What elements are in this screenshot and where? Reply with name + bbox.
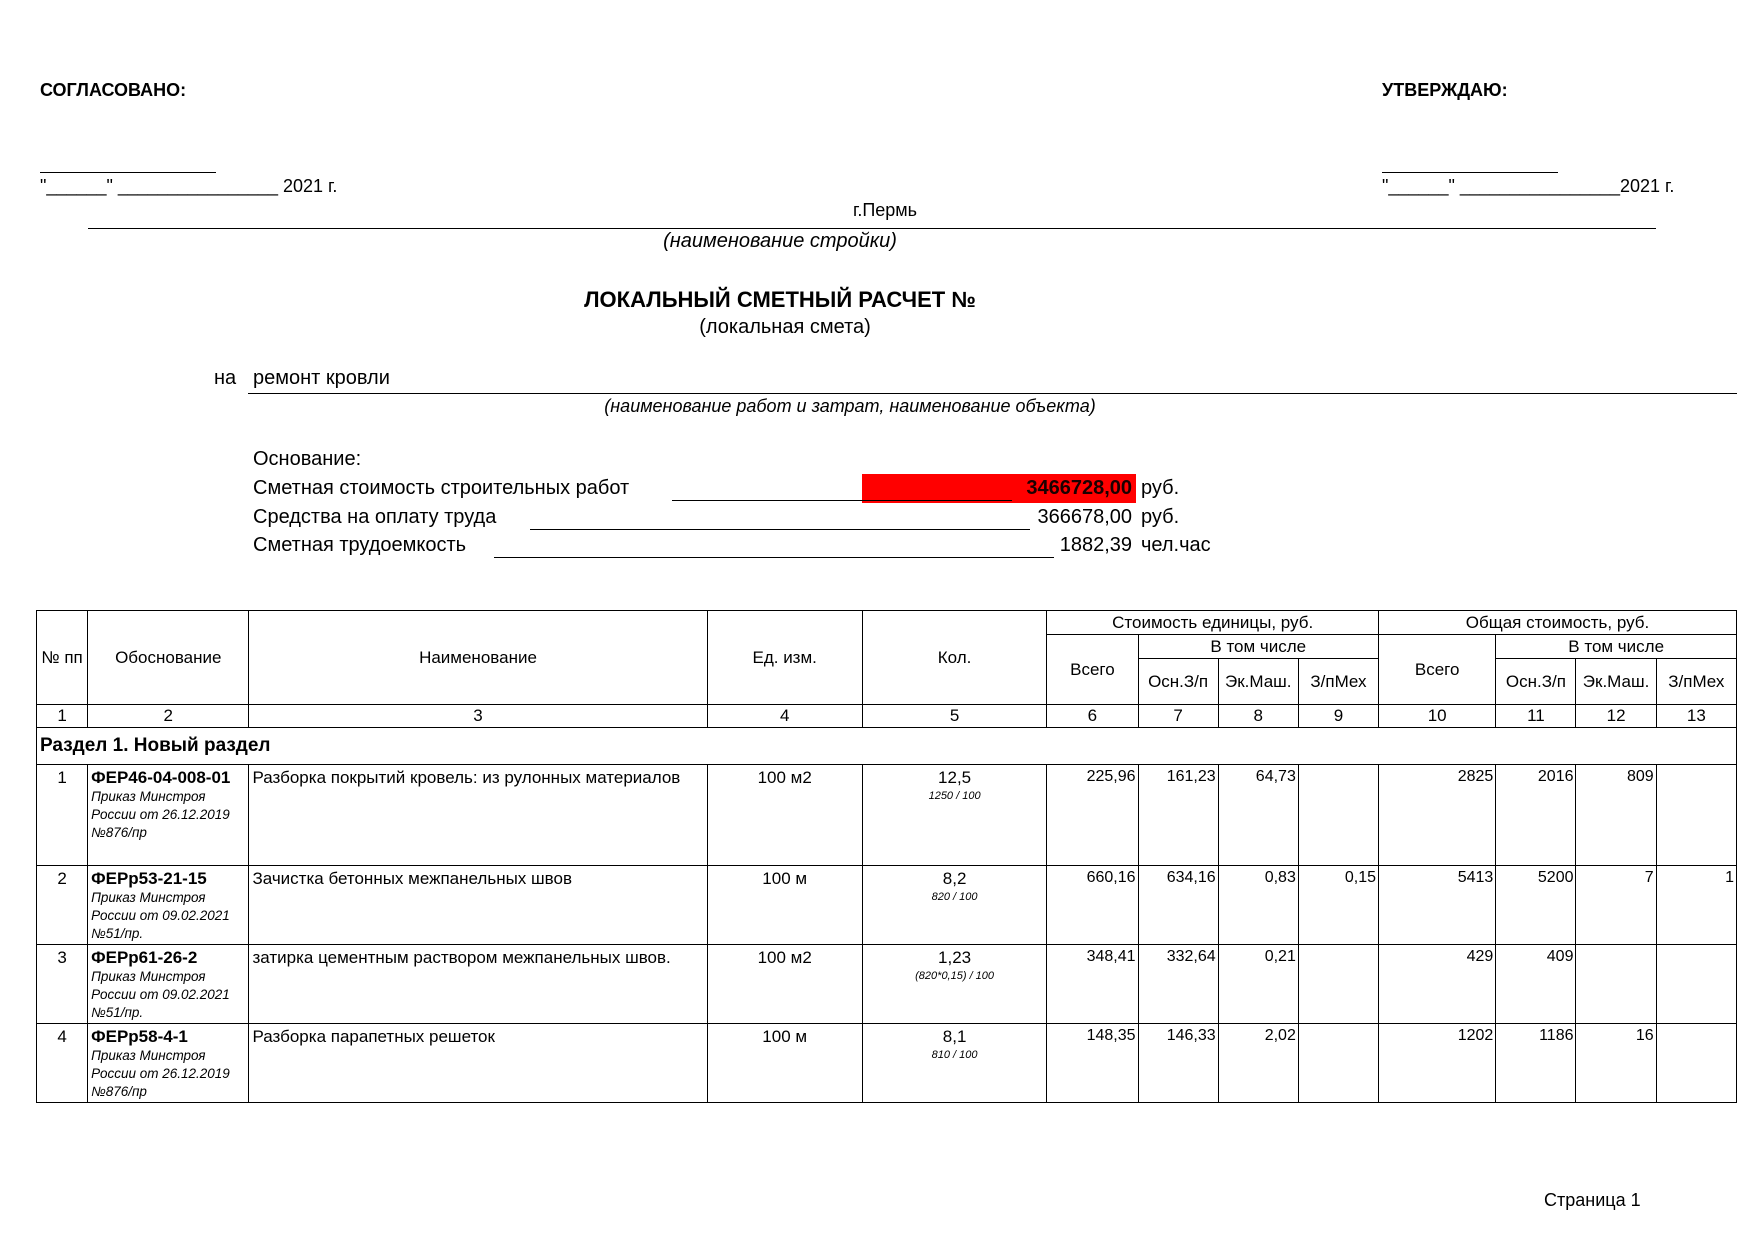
row-total-zpm <box>1656 765 1736 866</box>
hours-line <box>494 557 1054 558</box>
hours-label: Сметная трудоемкость <box>253 534 467 556</box>
col-number: 9 <box>1298 705 1378 728</box>
construction-line <box>88 228 1656 229</box>
cost-value: 3466728,00 <box>1026 477 1132 499</box>
col-number: 4 <box>707 705 862 728</box>
row-qty-cell <box>862 765 1046 866</box>
row-unit-zpm <box>1298 765 1378 866</box>
row-qty: 1,23 <box>938 948 972 967</box>
row-unit-zpm: 0,15 <box>1298 866 1378 945</box>
construction-caption: (наименование стройки) <box>663 230 897 252</box>
row-basis <box>88 945 249 1024</box>
row-unit-osn: 634,16 <box>1138 866 1218 945</box>
row-unit-total: 225,96 <box>1047 765 1138 866</box>
row-total-osn: 2016 <box>1496 765 1576 866</box>
header-unit: Ед. изм. <box>707 611 862 705</box>
row-code: ФЕРр61-26-2 <box>91 948 198 967</box>
row-num: 4 <box>37 1024 88 1103</box>
row-unit-osn: 161,23 <box>1138 765 1218 866</box>
header-total-mash: Эк.Маш. <box>1576 659 1656 705</box>
col-number: 5 <box>862 705 1046 728</box>
header-basis: Обоснование <box>88 611 249 705</box>
page-subtitle: (локальная смета) <box>699 316 871 338</box>
header-qty: Кол. <box>862 611 1046 705</box>
row-qty: 8,1 <box>942 1027 967 1046</box>
row-ref: Приказ Минстроя <box>91 969 206 984</box>
row-unit-zpm <box>1298 1024 1378 1103</box>
row-unit-mash: 64,73 <box>1218 765 1298 866</box>
row-unit-mash: 0,21 <box>1218 945 1298 1024</box>
header-total-cost: Общая стоимость, руб. <box>1379 611 1737 635</box>
row-total-mash: 16 <box>1576 1024 1656 1103</box>
row-total-osn: 1186 <box>1496 1024 1576 1103</box>
row-ref: России от 09.02.2021 <box>91 987 230 1002</box>
col-number: 7 <box>1138 705 1218 728</box>
row-qty: 12,5 <box>938 768 972 787</box>
row-unit-osn: 332,64 <box>1138 945 1218 1024</box>
labor-unit: руб. <box>1141 506 1180 528</box>
row-code: ФЕРр53-21-15 <box>91 869 207 888</box>
table-row <box>37 1024 1737 1103</box>
hours-unit: чел.час <box>1141 534 1211 556</box>
row-ref: №876/пр <box>91 825 147 840</box>
cost-label: Сметная стоимость строительных работ <box>253 477 630 499</box>
col-number: 8 <box>1218 705 1298 728</box>
row-unit: 100 м <box>707 866 862 945</box>
row-total-mash: 809 <box>1576 765 1656 866</box>
header-total-osn: Осн.З/п <box>1496 659 1576 705</box>
row-total: 1202 <box>1379 1024 1496 1103</box>
row-name: затирка цементным раствором межпанельных швов. <box>249 945 707 1024</box>
column-numbers-row <box>37 705 1737 728</box>
cost-line-2 <box>862 500 1012 501</box>
header-unit-zpm: З/пМех <box>1298 659 1378 705</box>
object-caption: (наименование работ и затрат, наименование объекта) <box>604 396 1096 416</box>
object-line <box>248 393 1737 394</box>
row-total-mash: 7 <box>1576 866 1656 945</box>
row-ref: России от 26.12.2019 <box>91 1066 230 1081</box>
row-total-zpm: 1 <box>1656 866 1736 945</box>
header-total-zpm: З/пМех <box>1656 659 1736 705</box>
col-number: 10 <box>1379 705 1496 728</box>
row-ref: №876/пр <box>91 1084 147 1099</box>
col-number: 2 <box>88 705 249 728</box>
row-name: Разборка парапетных решеток <box>249 1024 707 1103</box>
header-unit-total: Всего <box>1047 635 1138 705</box>
row-basis <box>88 1024 249 1103</box>
col-number: 6 <box>1047 705 1138 728</box>
table-header-row <box>37 611 1737 635</box>
row-qty-cell <box>862 866 1046 945</box>
row-ref: Приказ Минстроя <box>91 890 206 905</box>
object-name: ремонт кровли <box>253 367 390 389</box>
approve-label: УТВЕРЖДАЮ: <box>1382 80 1508 100</box>
approve-date: "______" ________________2021 г. <box>1382 176 1675 196</box>
row-name: Зачистка бетонных межпанельных швов <box>249 866 707 945</box>
col-number: 1 <box>37 705 88 728</box>
row-total-mash <box>1576 945 1656 1024</box>
row-num: 2 <box>37 866 88 945</box>
row-unit: 100 м <box>707 1024 862 1103</box>
city: г.Пермь <box>852 200 918 220</box>
labor-label: Средства на оплату труда <box>253 506 497 528</box>
row-code: ФЕР46-04-008-01 <box>91 768 231 787</box>
header-name: Наименование <box>249 611 707 705</box>
row-num: 1 <box>37 765 88 866</box>
header-unit-including: В том числе <box>1138 635 1379 659</box>
row-formula: 810 / 100 <box>931 1049 978 1061</box>
row-formula: (820*0,15) / 100 <box>915 970 995 982</box>
row-formula: 1250 / 100 <box>928 790 981 802</box>
estimate-table <box>36 610 1737 1103</box>
row-ref: №51/пр. <box>91 926 144 941</box>
section-row <box>37 728 1737 765</box>
cost-unit: руб. <box>1141 477 1180 499</box>
cost-line <box>672 500 862 501</box>
row-ref: Приказ Минстроя <box>91 1048 206 1063</box>
row-ref: России от 26.12.2019 <box>91 807 230 822</box>
col-number: 11 <box>1496 705 1576 728</box>
table-row <box>37 866 1737 945</box>
col-number: 13 <box>1656 705 1736 728</box>
row-qty: 8,2 <box>942 869 967 888</box>
header-total-total: Всего <box>1379 635 1496 705</box>
col-number: 3 <box>249 705 707 728</box>
header-unit-osn: Осн.З/п <box>1138 659 1218 705</box>
row-unit-total: 148,35 <box>1047 1024 1138 1103</box>
row-total: 5413 <box>1379 866 1496 945</box>
row-total: 429 <box>1379 945 1496 1024</box>
hours-value: 1882,39 <box>1059 534 1132 556</box>
agreed-signature-line <box>40 172 216 173</box>
row-total-osn: 5200 <box>1496 866 1576 945</box>
header-unit-mash: Эк.Маш. <box>1218 659 1298 705</box>
row-unit: 100 м2 <box>707 765 862 866</box>
labor-value: 366678,00 <box>1037 506 1132 528</box>
header-unit-cost: Стоимость единицы, руб. <box>1047 611 1379 635</box>
row-basis <box>88 765 249 866</box>
agreed-label: СОГЛАСОВАНО: <box>40 80 187 100</box>
row-basis <box>88 866 249 945</box>
row-unit-osn: 146,33 <box>1138 1024 1218 1103</box>
section-title: Раздел 1. Новый раздел <box>37 728 1737 765</box>
object-prefix: на <box>214 367 237 389</box>
col-number: 12 <box>1576 705 1656 728</box>
row-total: 2825 <box>1379 765 1496 866</box>
page-title: ЛОКАЛЬНЫЙ СМЕТНЫЙ РАСЧЕТ № <box>584 287 976 312</box>
header-total-including: В том числе <box>1496 635 1737 659</box>
row-qty-cell <box>862 1024 1046 1103</box>
row-formula: 820 / 100 <box>931 891 978 903</box>
agreed-date: "______" ________________ 2021 г. <box>40 176 338 196</box>
row-total-zpm <box>1656 945 1736 1024</box>
table-row <box>37 765 1737 866</box>
row-num: 3 <box>37 945 88 1024</box>
basis-label: Основание: <box>253 448 362 470</box>
labor-line <box>530 529 1030 530</box>
row-total-zpm <box>1656 1024 1736 1103</box>
row-name: Разборка покрытий кровель: из рулонных материалов <box>249 765 707 866</box>
row-unit-mash: 2,02 <box>1218 1024 1298 1103</box>
row-unit-mash: 0,83 <box>1218 866 1298 945</box>
row-unit-total: 348,41 <box>1047 945 1138 1024</box>
row-ref: России от 09.02.2021 <box>91 908 230 923</box>
row-unit: 100 м2 <box>707 945 862 1024</box>
row-code: ФЕРр58-4-1 <box>91 1027 188 1046</box>
row-unit-total: 660,16 <box>1047 866 1138 945</box>
row-ref: №51/пр. <box>91 1005 144 1020</box>
row-qty-cell <box>862 945 1046 1024</box>
row-total-osn: 409 <box>1496 945 1576 1024</box>
header-num: № пп <box>37 611 88 705</box>
row-unit-zpm <box>1298 945 1378 1024</box>
row-ref: Приказ Минстроя <box>91 789 206 804</box>
page-number: Страница 1 <box>1544 1190 1641 1210</box>
table-row <box>37 945 1737 1024</box>
approve-signature-line <box>1382 172 1558 173</box>
